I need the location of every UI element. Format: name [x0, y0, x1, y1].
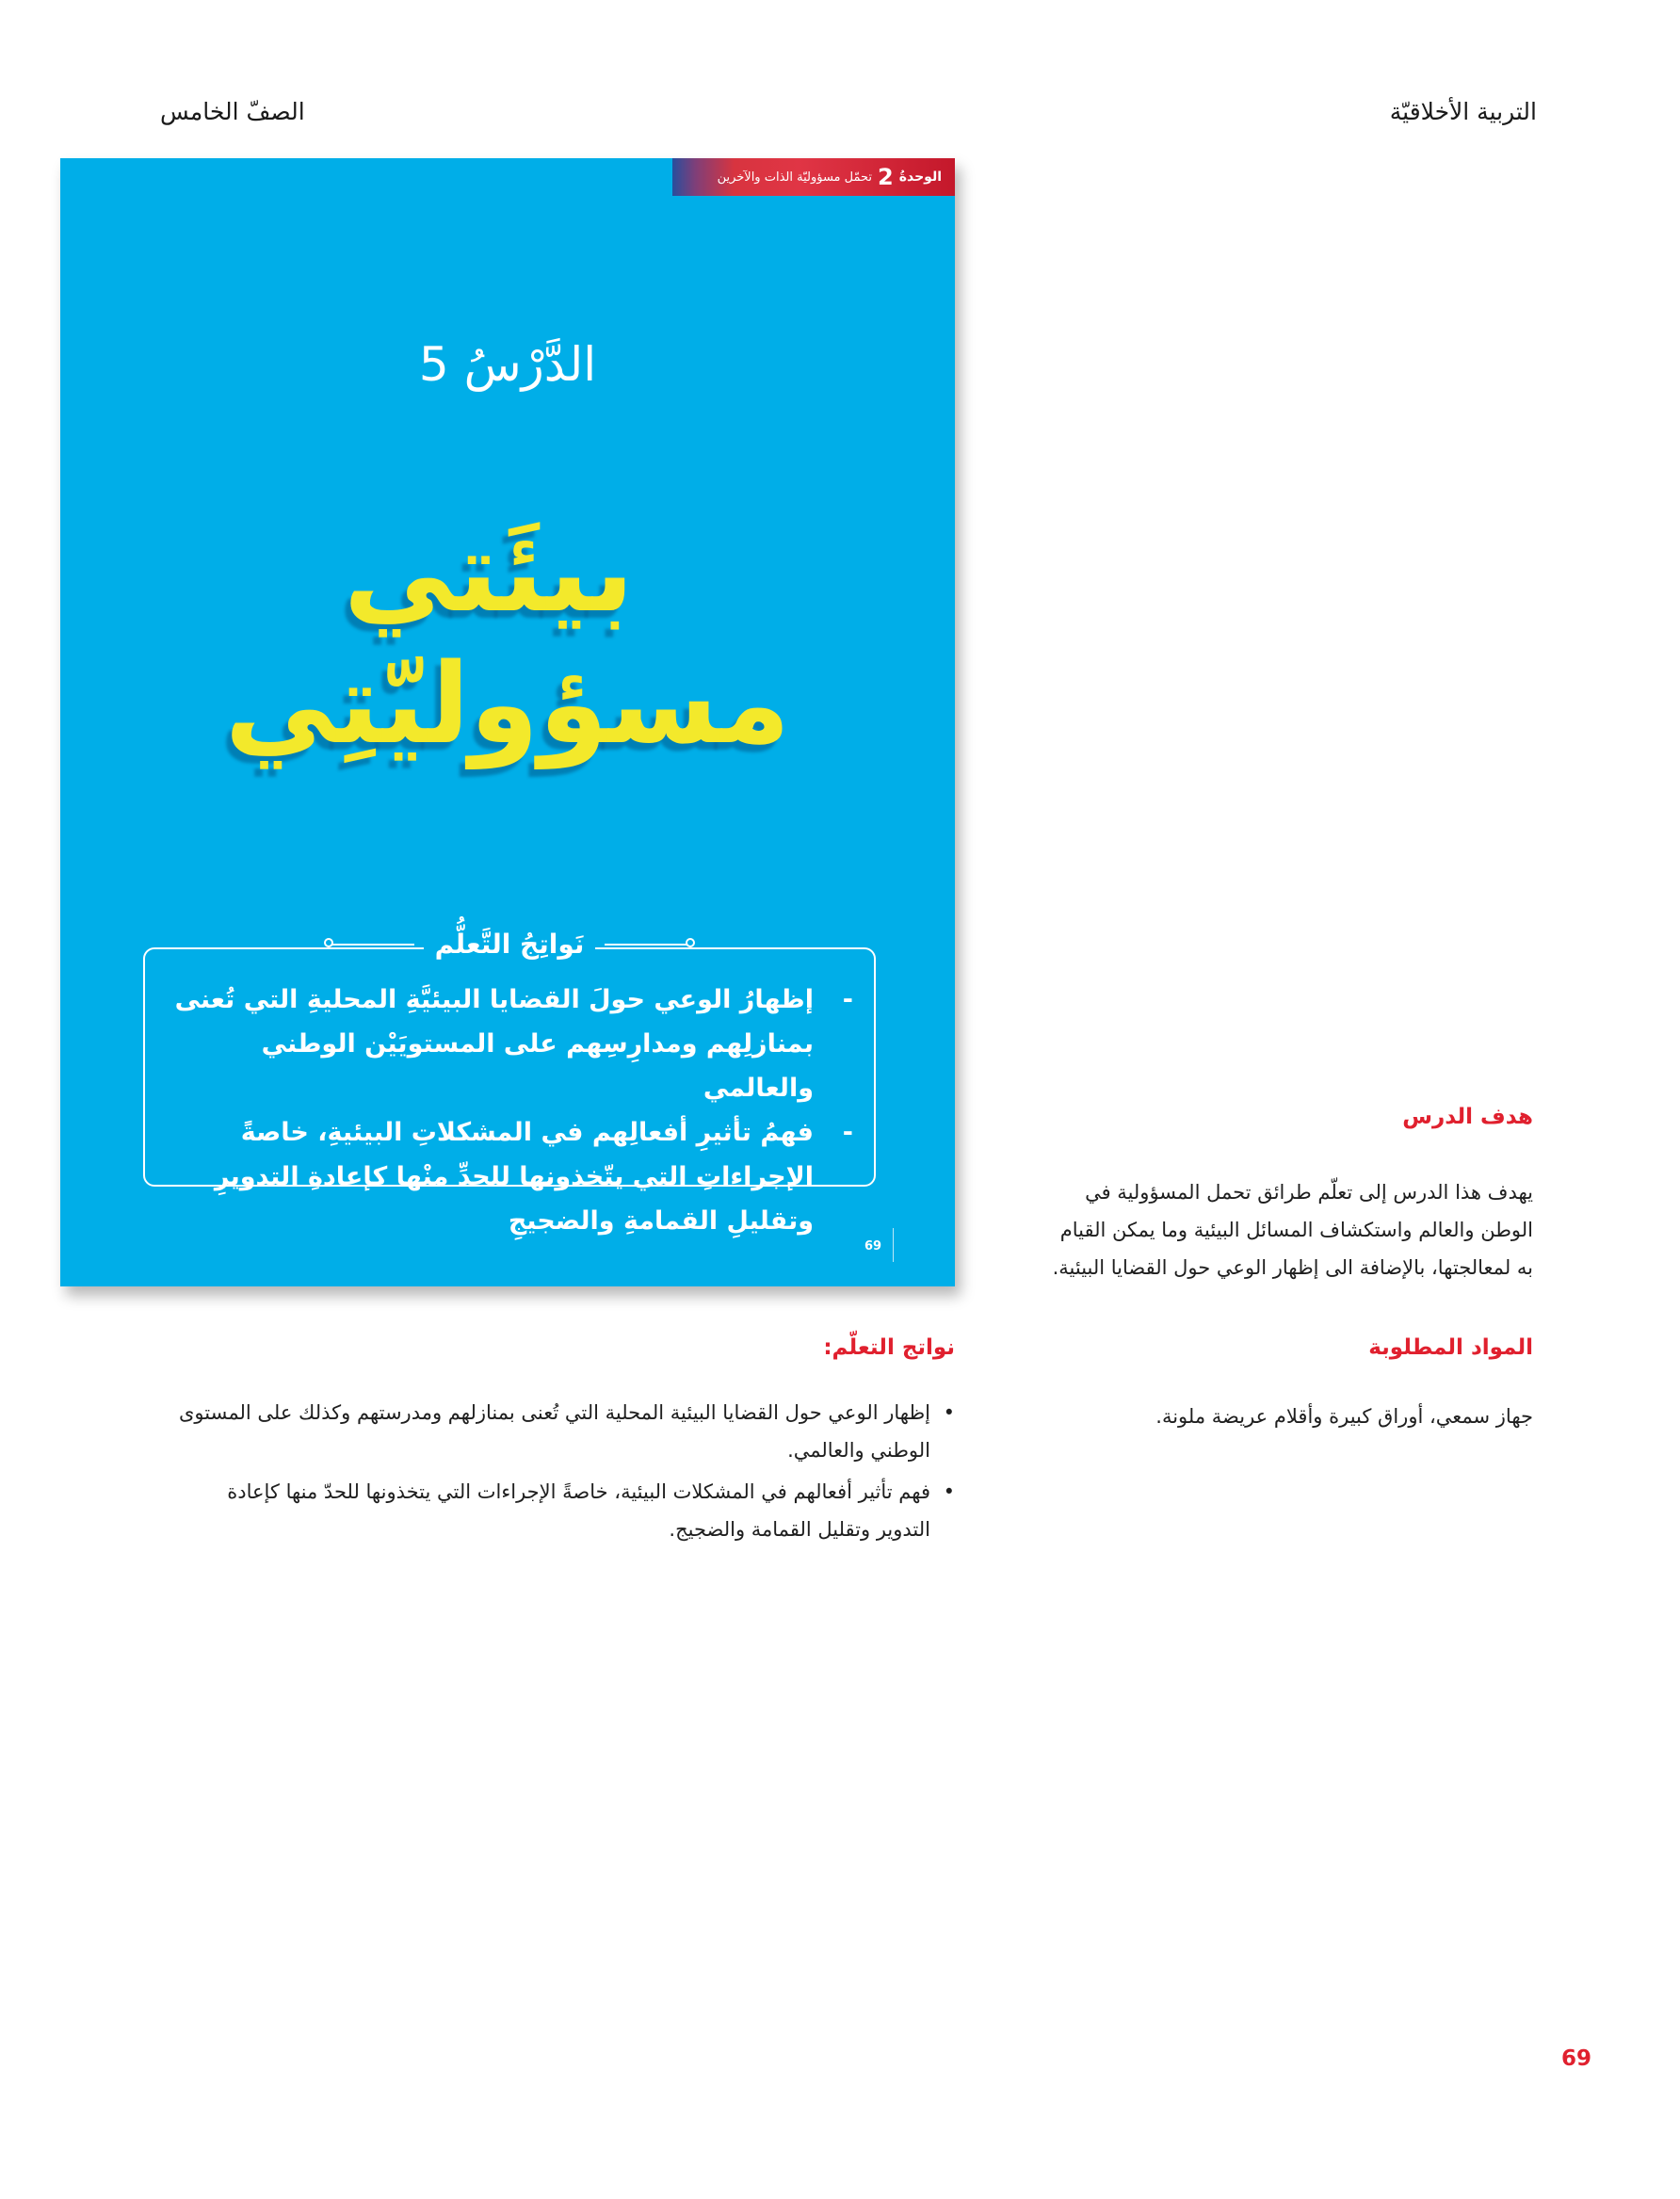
- lesson-number: الدَّرْسُ 5: [418, 337, 597, 392]
- student-book-page-preview: [60, 158, 955, 1286]
- materials-text: جهاز سمعي، أوراق كبيرة وأقلام عريضة ملونة.: [1155, 1405, 1533, 1428]
- unit-title: تحمّل مسؤوليّة الذات والآخرين: [717, 170, 873, 185]
- decorative-dot: [324, 938, 333, 947]
- outcomes-title-row: [145, 929, 874, 960]
- materials-heading: المواد المطلوبة: [1368, 1335, 1533, 1360]
- outcome-item: [158, 978, 853, 1110]
- decorative-line-right: [605, 944, 691, 946]
- lesson-title-line-2: مسؤوليّتِي: [224, 639, 791, 768]
- outcomes-title: نَواتِجُ التَّعلُّم: [424, 929, 596, 960]
- learning-outcome-item: [173, 1473, 955, 1548]
- outcomes-list: [158, 978, 853, 1243]
- learning-outcome-text: فهم تأثير أفعالهم في المشكلات البيئية، خاصةً الإجراءات التي يتخذونها للحدّ منها كإعادة التدوير وتقليل القمامة والضجيج.: [227, 1480, 930, 1541]
- learning-outcomes-list: [173, 1394, 955, 1552]
- learning-outcomes-heading: نواتج التعلّم:: [823, 1335, 955, 1360]
- learning-outcomes-box: [143, 929, 876, 1236]
- dash-marker: -: [842, 985, 853, 1014]
- lesson-title-line-1: بيئَتي: [343, 507, 635, 637]
- lesson-goal-text: يهدف هذا الدرس إلى تعلّم طرائق تحمل المسؤولية في الوطن والعالم واستكشاف المسائل البيئية وما يمكن القيام به لمعالجتها، بالإضافة الى إظهار الوعي حول القضايا البيئية.: [1052, 1181, 1533, 1279]
- unit-band: [672, 158, 955, 196]
- page-number: 69: [1560, 2046, 1591, 2071]
- decorative-dot: [686, 938, 695, 947]
- learning-outcome-text: إظهار الوعي حول القضايا البيئية المحلية التي تُعنى بمنازلهم ومدرستهم وكذلك على المستوى الوطني والعالمي.: [178, 1401, 930, 1462]
- outcome-text: إظهارُ الوعي حولَ القضايا البيئيَّةِ المحليةِ التي تُعنى بمنازلِهم ومدارِسِهم على المستويَيْن الوطني والعالمي: [174, 985, 814, 1103]
- dash-marker: -: [842, 1118, 853, 1147]
- learning-outcome-item: [173, 1394, 955, 1469]
- lesson-goal-heading: هدف الدرس: [1402, 1105, 1533, 1129]
- outcome-text: فهمُ تأثيرِ أفعالِهم في المشكلاتِ البيئيةِ، خاصةً الإجراءاتِ التي يتّخذونها للحدِّ منْها كإعادةِ التدويرِ وتقليلِ القمامةِ والضجيجِ: [214, 1118, 814, 1236]
- outcome-item: [158, 1110, 853, 1243]
- decorative-line-left: [328, 944, 414, 946]
- header-grade: الصفّ الخامس: [160, 98, 305, 125]
- header-subject: التربية الأخلاقيّة: [1389, 98, 1537, 125]
- bullet-marker: •: [943, 1401, 955, 1424]
- unit-number: 2: [878, 164, 894, 190]
- unit-label: الوحدةُ: [898, 170, 942, 185]
- book-page-divider: [893, 1228, 894, 1262]
- bullet-marker: •: [943, 1480, 955, 1503]
- book-page-number: 69: [864, 1239, 882, 1253]
